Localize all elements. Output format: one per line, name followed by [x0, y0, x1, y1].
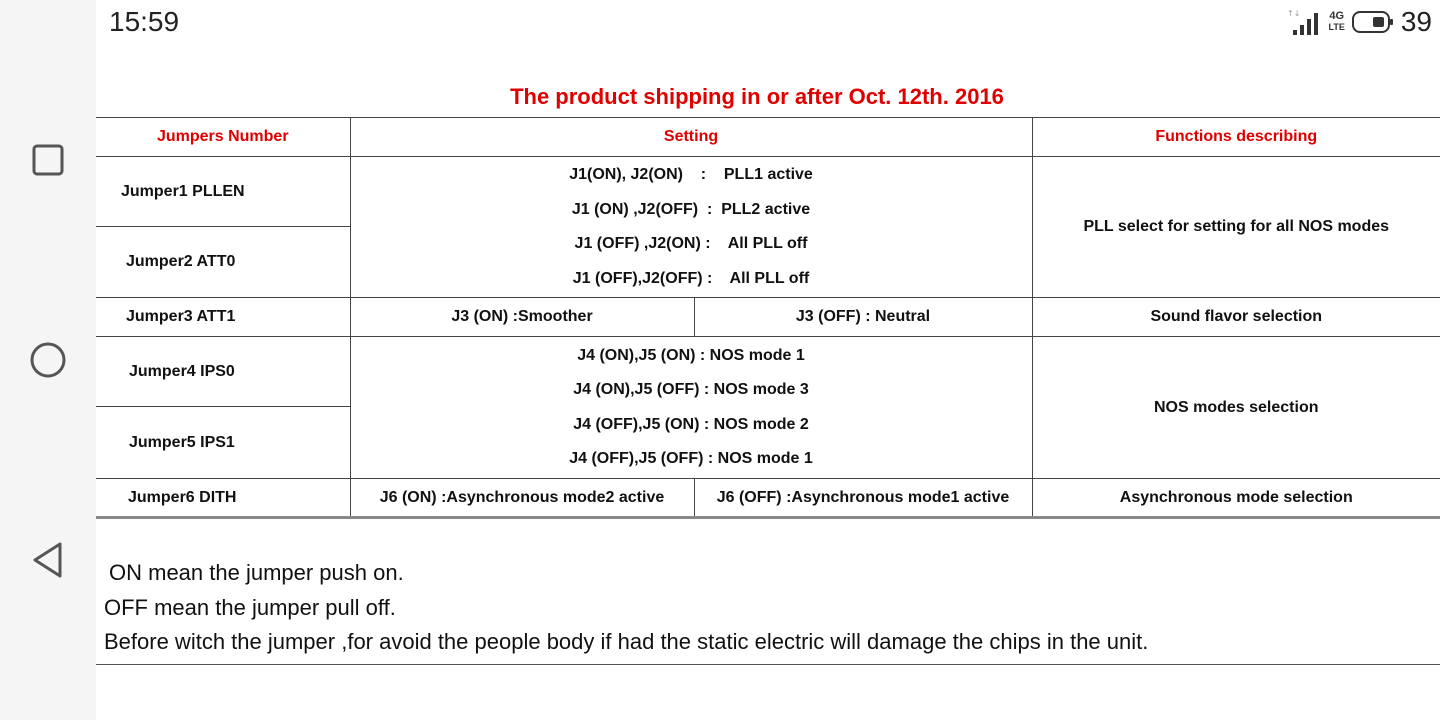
home-button[interactable] — [28, 340, 68, 380]
network-type — [1329, 11, 1345, 33]
note-line: Before witch the jumper ,for avoid the people body if had the static electric will damage the chips in the unit. — [104, 629, 1149, 654]
back-button[interactable] — [28, 540, 68, 580]
jumper-name: Jumper4 IPS0 — [96, 337, 350, 407]
battery-icon — [1351, 9, 1395, 35]
function-description: Sound flavor selection — [1032, 298, 1440, 337]
nos-settings-cell — [350, 337, 1032, 479]
table-header-row — [96, 118, 1440, 157]
table-row — [96, 157, 1440, 227]
table-row — [96, 337, 1440, 407]
setting-on: J6 (ON) :Asynchronous mode2 active — [350, 479, 694, 518]
setting-line: J4 (OFF),J5 (ON) : NOS mode 2 — [573, 415, 809, 433]
signal-icon — [1287, 8, 1323, 36]
recent-apps-button[interactable] — [28, 140, 68, 180]
setting-line: J1 (OFF),J2(OFF) : All PLL off — [572, 269, 810, 287]
table-row — [96, 479, 1440, 518]
battery-percentage: 39 — [1400, 6, 1432, 37]
function-description: Asynchronous mode selection — [1032, 479, 1440, 518]
note-line: OFF mean the jumper pull off. — [104, 594, 396, 620]
navigation-bar — [0, 0, 96, 720]
setting-off: J3 (OFF) : Neutral — [694, 298, 1032, 337]
jumper-name: Jumper3 ATT1 — [96, 298, 350, 337]
network-lte: LTE — [1328, 22, 1345, 32]
function-description: PLL select for setting for all NOS modes — [1032, 157, 1440, 298]
status-time: 15:59 — [109, 6, 180, 37]
table-row — [96, 298, 1440, 337]
document-title: The product shipping in or after Oct. 12th. 2016 — [510, 84, 1004, 109]
notes-section — [96, 556, 1440, 665]
setting-line: J1 (OFF) ,J2(ON) : All PLL off — [574, 235, 808, 252]
recent-apps-icon — [31, 143, 65, 177]
setting-on: J3 (ON) :Smoother — [350, 298, 694, 337]
header-functions: Functions describing — [1032, 118, 1440, 157]
note-line: ON mean the jumper push on. — [109, 560, 404, 585]
header-jumpers-number: Jumpers Number — [96, 118, 350, 157]
setting-line: J4 (ON),J5 (ON) : NOS mode 1 — [577, 346, 805, 364]
jumper-name: Jumper6 DITH — [96, 479, 350, 518]
jumper-name: Jumper1 PLLEN — [96, 157, 350, 227]
status-indicators — [1287, 4, 1433, 40]
setting-line: J4 (ON),J5 (OFF) : NOS mode 3 — [573, 381, 809, 398]
home-icon — [29, 341, 67, 379]
setting-off: J6 (OFF) :Asynchronous mode1 active — [694, 479, 1032, 518]
setting-line: J1(ON), J2(ON) : PLL1 active — [569, 166, 813, 183]
svg-text:↑↓: ↑↓ — [1286, 9, 1300, 18]
pll-settings-cell — [350, 157, 1032, 298]
setting-line: J4 (OFF),J5 (OFF) : NOS mode 1 — [569, 450, 813, 467]
header-setting: Setting — [350, 118, 1032, 157]
network-generation: 4G — [1329, 10, 1345, 22]
jumper-name: Jumper2 ATT0 — [96, 227, 350, 298]
function-description: NOS modes selection — [1032, 337, 1440, 479]
jumper-table — [96, 117, 1440, 519]
back-icon — [30, 541, 66, 579]
setting-line: J1 (ON) ,J2(OFF) : PLL2 active — [571, 200, 811, 218]
jumper-name: Jumper5 IPS1 — [96, 407, 350, 479]
